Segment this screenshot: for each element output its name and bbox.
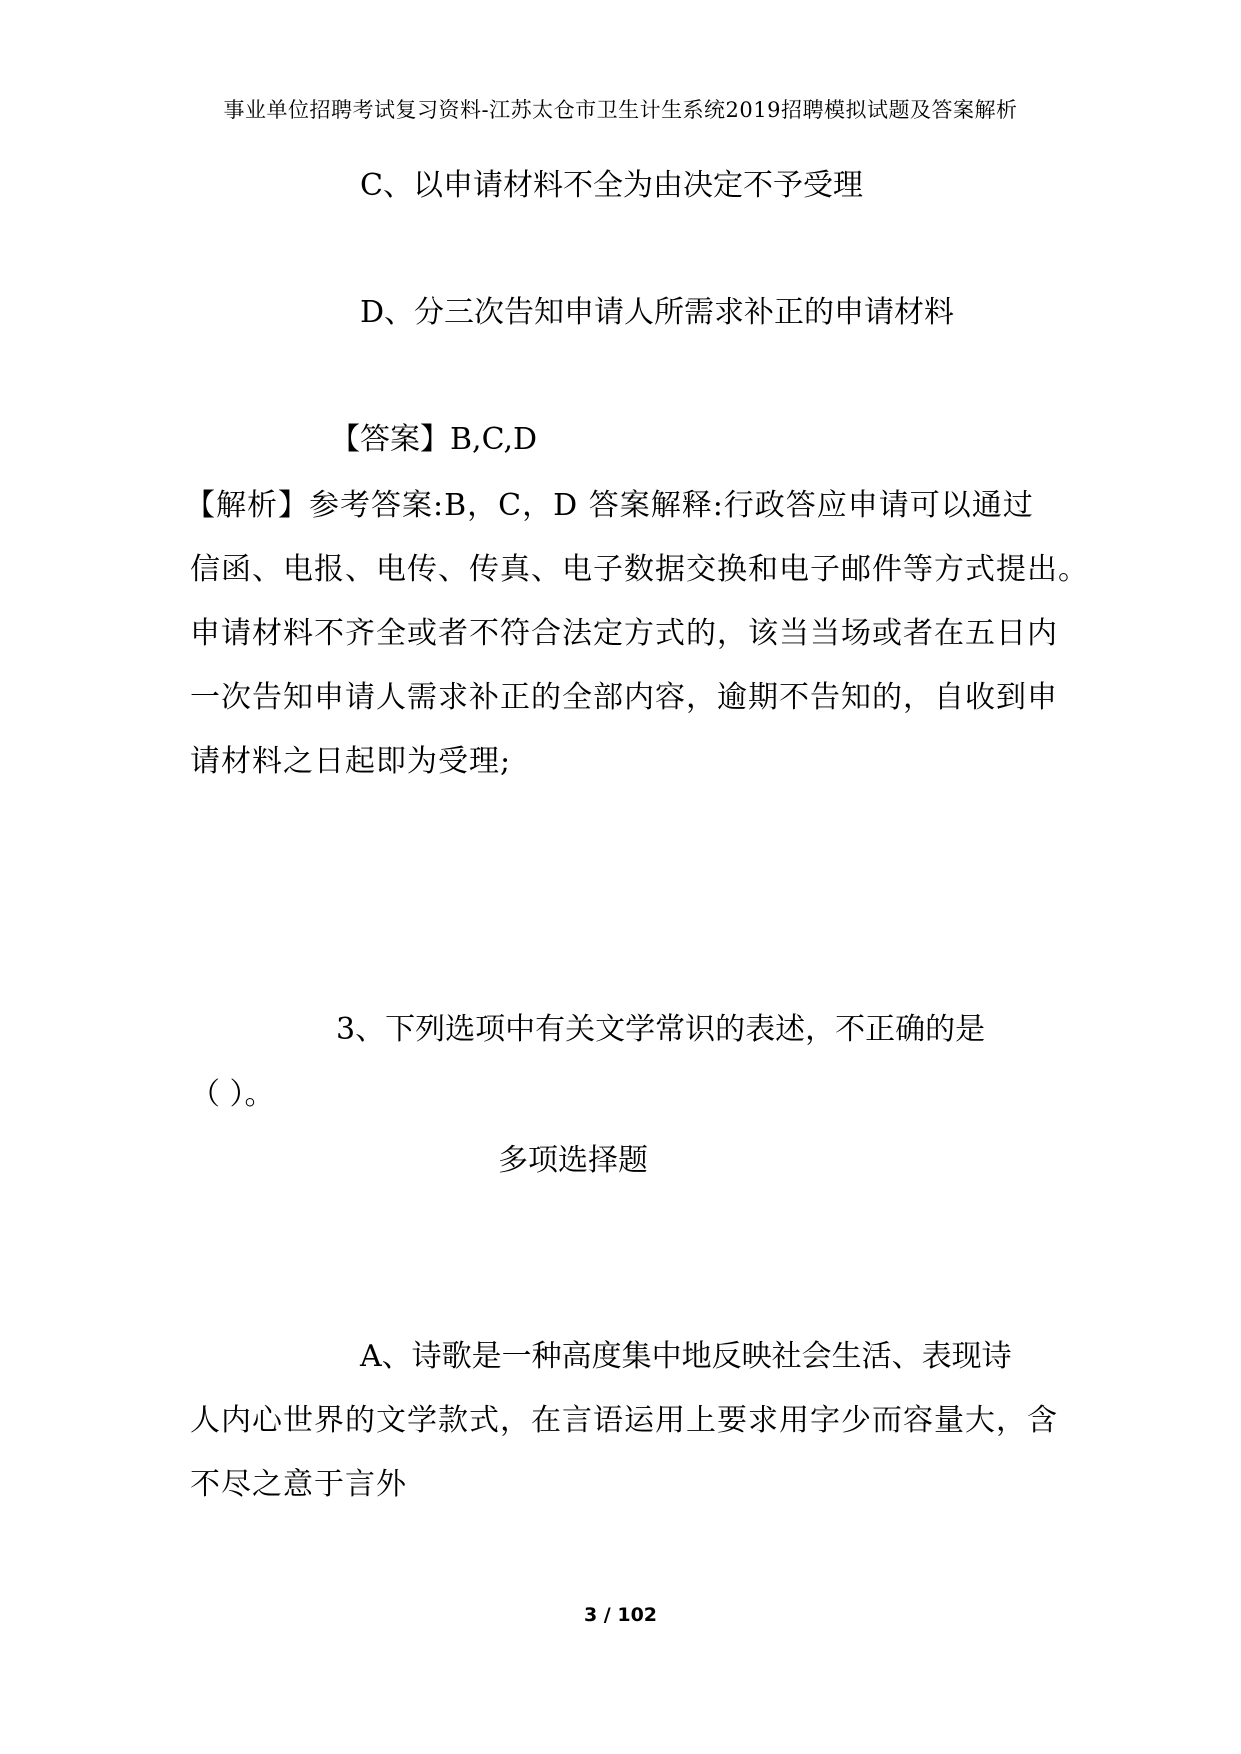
question-3-stem: 3、下列选项中有关文学常识的表述，不正确的是	[336, 1012, 986, 1047]
analysis-line-2: 信函、电报、电传、传真、电子数据交换和电子邮件等方式提出。	[190, 552, 1089, 587]
analysis-line-5: 请材料之日起即为受理;	[190, 744, 512, 779]
answer-line: 【答案】B,C,D	[330, 422, 538, 457]
option-a-line-2: 人内心世界的文学款式，在言语运用上要求用字少而容量大，含	[190, 1403, 1058, 1438]
option-c: C、以申请材料不全为由决定不予受理	[360, 168, 863, 203]
analysis-line-4: 一次告知申请人需求补正的全部内容，逾期不告知的，自收到申	[190, 680, 1058, 715]
question-3-blank: （ ）。	[190, 1077, 275, 1112]
analysis-line-1: 【解析】参考答案:B，C，D 答案解释:行政答应申请可以通过	[185, 488, 1034, 523]
option-a-line-1: A、诗歌是一种高度集中地反映社会生活、表现诗	[360, 1339, 1012, 1374]
question-type: 多项选择题	[498, 1143, 648, 1178]
analysis-line-3: 申请材料不齐全或者不符合法定方式的，该当当场或者在五日内	[190, 616, 1058, 651]
option-a-line-3: 不尽之意于言外	[190, 1467, 407, 1502]
page-number: 3 / 102	[583, 1604, 658, 1626]
page-header: 事业单位招聘考试复习资料-江苏太仓市卫生计生系统2019招聘模拟试题及答案解析	[223, 98, 1018, 122]
option-d: D、分三次告知申请人所需求补正的申请材料	[360, 295, 955, 330]
